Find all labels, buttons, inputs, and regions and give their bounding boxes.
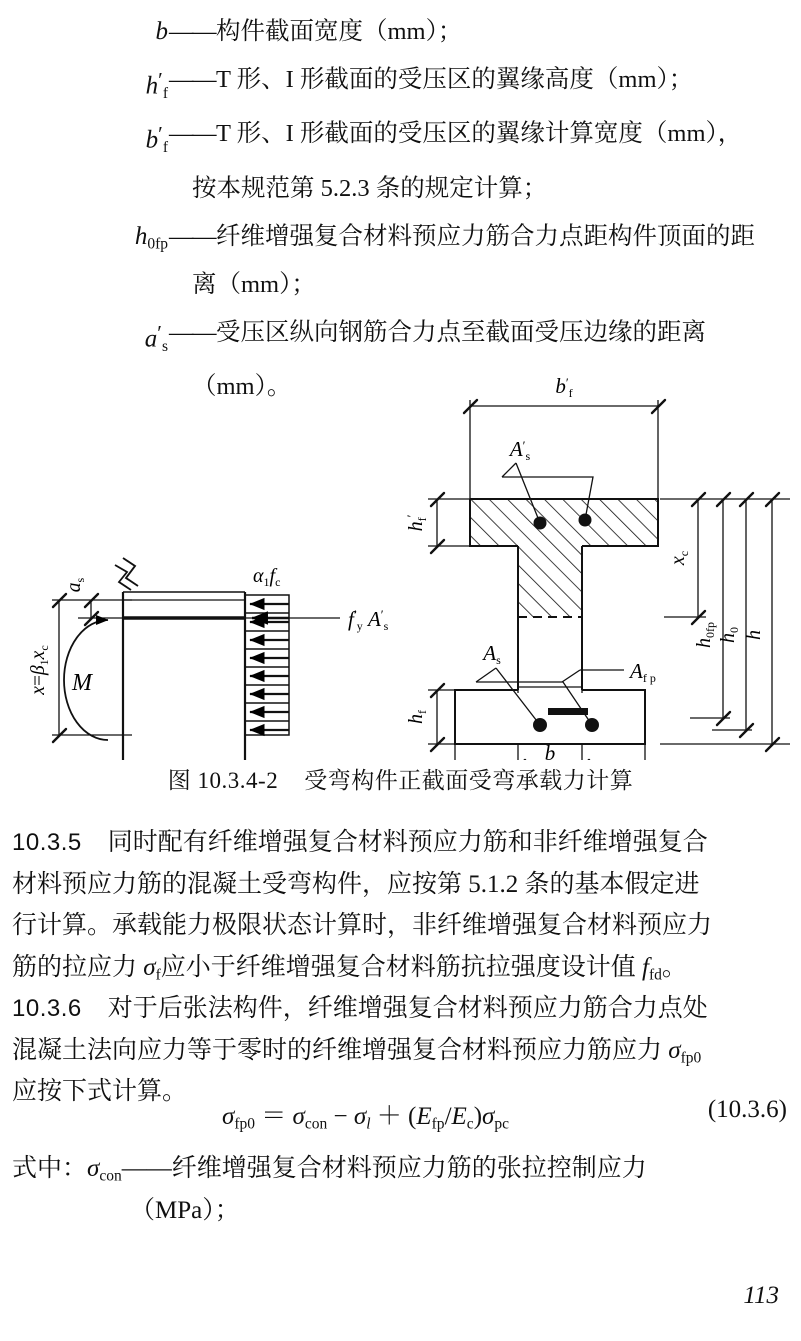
label-fy-As-prime: $f'_y$ $A'_s$ [348,607,389,633]
compression-zone-hatch [470,499,658,617]
figure-caption-title: 受弯构件正截面受弯承载力计算 [304,768,634,793]
dim-bf-prime [470,400,658,500]
definition-text: 受压区纵向钢筋合力点至截面受压边缘的距离 [216,318,706,346]
definition-text: T 形、I 形截面的受压区的翼缘计算宽度（mm）， [216,120,743,148]
where-line-1: 式中：$\sigma_{con}——$纤维增强复合材料预应力筋的张拉控制应力 [12,1155,647,1185]
clause-text-block [12,822,790,1113]
right-dimension-ticks [692,493,779,751]
definition-symbol: $h'_f$ [145,68,168,103]
label-h: h [743,630,765,640]
definition-continuation: 按本规范第 5.2.3 条的规定计算； [192,174,548,202]
figure-caption [0,762,801,795]
where-prefix: 式中： [12,1155,88,1182]
label-a-s-prime: $a_s$ [64,577,87,593]
right-dimensions [660,499,790,744]
formula-expression: $\sigma_{fp0} = \sigma_{con} - \sigma_l + (E_{fp}/E_c)\sigma_{pc}$ [222,1103,509,1133]
label-h0fp: $h_{0fp}$ [693,622,717,648]
definition-dash: —— [169,18,215,45]
clause-number: 10.3.5 [12,829,82,856]
definition-text: T 形、I 形截面的受压区的翼缘高度（mm）； [216,66,694,93]
where-block [12,1148,790,1231]
definition-item [96,110,796,164]
clause-10-3-5 [12,822,790,988]
leader-as-afp [476,668,624,725]
clause-line: 对于后张法构件，纤维增强复合材料预应力筋合力点处 [107,995,708,1022]
page-number: 113 [743,1282,779,1309]
label-x-beta-xc: $x=\beta_1x_c$ [28,645,51,695]
clause-line: 材料预应力筋的混凝土受弯构件，应按第 5.1.2 条的基本假定进 [12,870,700,898]
left-stress-diagram [28,558,389,760]
right-section-diagram [404,374,790,760]
label-As: As [483,641,501,667]
definition-dash: —— [169,222,215,250]
dim-hf [428,690,462,744]
label-xc: $x_c$ [667,550,691,566]
symbol-definition-list [96,8,796,411]
figure-caption-number: 图 10.3.4-2 [167,768,279,793]
definition-dash: —— [169,66,215,93]
definition-text: 纤维增强复合材料预应力筋合力点距构件顶面的距 [216,222,755,250]
label-b: b [544,741,556,760]
definition-symbol: $h_{0fp}$ [134,222,168,253]
where-dash: —— [121,1155,172,1182]
definition-symbol: b [155,18,168,45]
clause-number: 10.3.6 [12,995,82,1022]
figure-10-3-4-2 [0,360,801,760]
label-Afp: Af p [630,659,656,685]
definition-symbol: $a'_s$ [144,320,168,355]
clause-line: 筋的拉应力 $\sigma_f$应小于纤维增强复合材料筋抗拉强度设计值 $f_{fd}$。 [12,953,687,984]
definition-symbol: $b'_f$ [145,122,168,157]
where-text: 纤维增强复合材料预应力筋的张拉控制应力 [171,1155,647,1182]
clause-line: 同时配有纤维增强复合材料预应力筋和非纤维增强复合 [107,829,708,856]
label-As-prime: $A'_s$ [509,437,531,463]
definition-continuation: 离（mm）； [192,270,316,298]
label-hf: $h_f$ [405,710,429,724]
definition-text: 构件截面宽度（mm）； [216,18,463,45]
definition-item [96,56,796,110]
figure-svg [0,360,801,760]
definition-item [96,309,796,363]
definition-item [96,8,796,56]
definition-dash: —— [169,318,215,346]
clause-line: 行计算。承载能力极限状态计算时，非纤维增强复合材料预应力 [12,912,713,939]
clause-10-3-6 [12,988,790,1113]
stress-block [245,595,289,735]
break-symbol [115,565,131,590]
where-line-2: （MPa）； [130,1196,240,1224]
formula-number: (10.3.6) [707,1096,787,1123]
label-M: M [72,670,92,696]
definition-item [96,213,796,261]
definition-continuation: （mm）。 [192,373,292,401]
label-bf-prime: $b'_f$ [555,374,573,400]
label-hf-prime: $h_f'$ [404,514,429,532]
clause-line: 应按下式计算。 [12,1078,188,1105]
dim-b [518,658,582,698]
definition-dash: —— [169,120,215,148]
clause-line: 混凝土法向应力等于零时的纤维增强复合材料预应力筋应力 $\sigma_{fp0}$ [12,1036,702,1067]
label-h0: $h_0$ [717,627,741,643]
label-alpha1-fc: $\alpha_1f_c$ [253,565,281,589]
